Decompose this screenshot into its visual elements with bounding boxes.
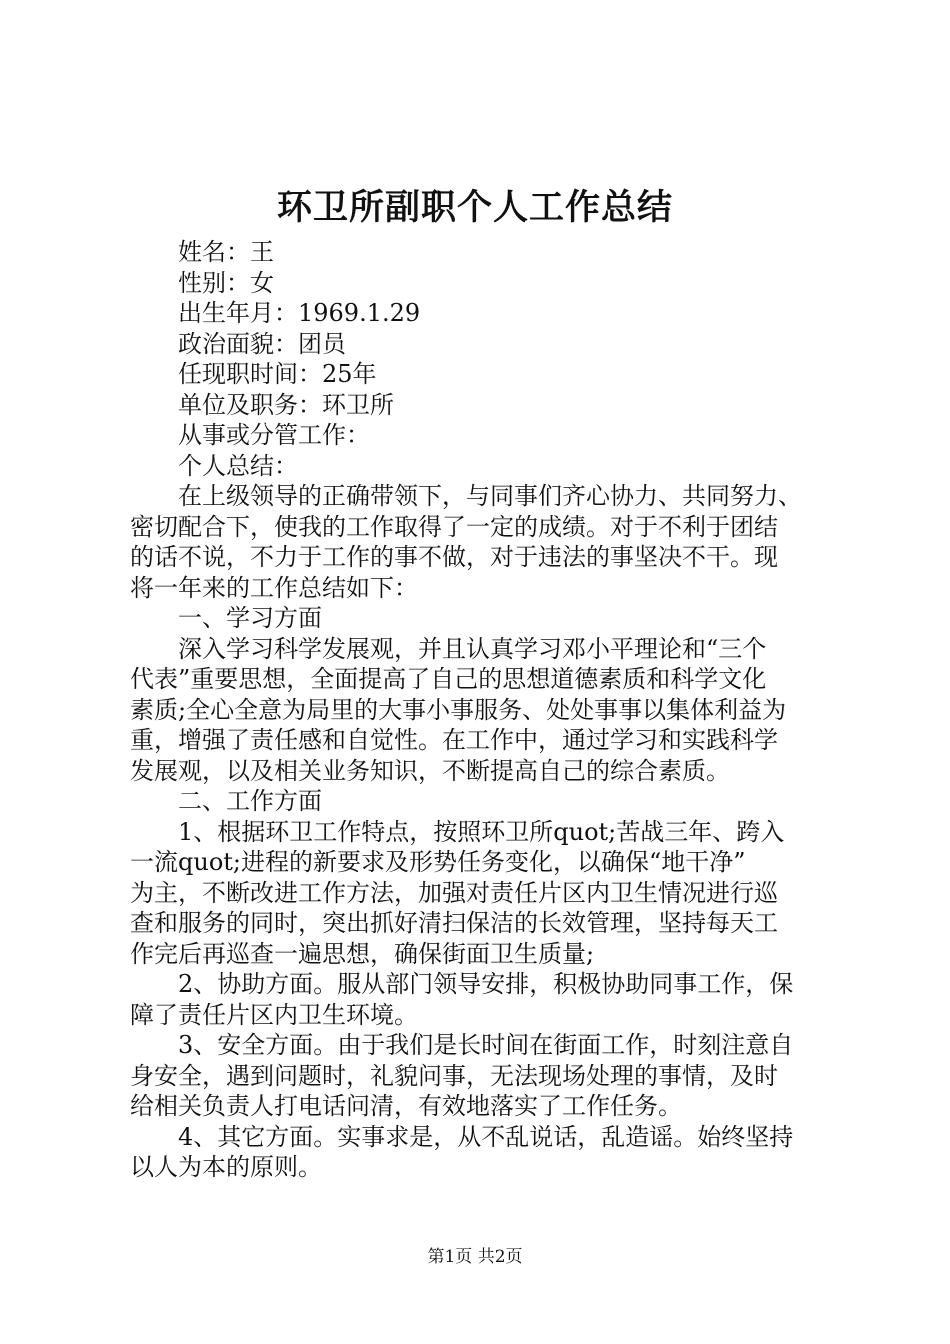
- section-heading-work: 二、工作方面: [178, 787, 322, 815]
- item3-line: 3、安全方面。由于我们是长时间在街面工作，时刻注意自: [178, 1031, 794, 1059]
- item2-line: 障了责任片区内卫生环境。: [130, 1000, 418, 1029]
- item3-line: 身安全，遇到问题时，礼貌问事，无法现场处理的事情，及时: [130, 1061, 778, 1090]
- section1-line: 重，增强了责任感和自觉性。在工作中，通过学习和实践科学: [130, 726, 778, 754]
- document-title: 环卫所副职个人工作总结: [276, 187, 673, 228]
- field-political-status: 政治面貌：团员: [178, 329, 346, 358]
- item1-line: 查和服务的同时，突出抓好清扫保洁的长效管理，坚持每天工: [130, 909, 778, 937]
- document-body: [130, 237, 835, 1183]
- intro-line: 将一年来的工作总结如下：: [130, 573, 418, 602]
- field-tenure: 任现职时间：25年: [178, 360, 377, 388]
- section-heading-study: 一、学习方面: [178, 604, 322, 632]
- field-birthdate: 出生年月：1969.1.29: [178, 299, 421, 327]
- page-footer: 第1页 共2页: [427, 1247, 523, 1267]
- item3-line: 给相关负责人打电话问清，有效地落实了工作任务。: [130, 1092, 682, 1120]
- item2-line: 2、协助方面。服从部门领导安排，积极协助同事工作，保: [178, 970, 794, 998]
- item1-line: 一流quot;进程的新要求及形势任务变化，以确保“地干净”: [130, 848, 746, 876]
- item1-line: 1、根据环卫工作特点，按照环卫所quot;苦战三年、跨入: [178, 817, 785, 846]
- section1-line: 代表”重要思想，全面提高了自己的思想道德素质和科学文化: [130, 665, 767, 693]
- item4-line: 4、其它方面。实事求是，从不乱说话，乱造谣。始终坚持: [178, 1122, 794, 1151]
- intro-line: 的话不说，不力于工作的事不做，对于违法的事坚决不干。现: [130, 543, 778, 571]
- section1-line: 深入学习科学发展观，并且认真学习邓小平理论和“三个: [178, 634, 767, 663]
- field-responsibility: 从事或分管工作：: [178, 421, 370, 449]
- field-summary-label: 个人总结：: [178, 451, 298, 480]
- item4-line: 以人为本的原则。: [130, 1153, 322, 1181]
- field-unit-position: 单位及职务：环卫所: [178, 390, 394, 419]
- intro-line: 在上级领导的正确带领下，与同事们齐心协力、共同努力、: [178, 482, 802, 510]
- section1-line: 发展观，以及相关业务知识，不断提高自己的综合素质。: [130, 756, 730, 785]
- field-gender: 性别：女: [178, 268, 274, 297]
- section1-line: 素质;全心全意为局里的大事小事服务、处处事事以集体利益为: [130, 695, 787, 724]
- item1-line: 作完后再巡查一遍思想，确保街面卫生质量;: [130, 939, 595, 968]
- field-name: 姓名：王: [178, 238, 274, 266]
- intro-line: 密切配合下，使我的工作取得了一定的成绩。对于不利于团结: [130, 512, 778, 541]
- item1-line: 为主，不断改进工作方法，加强对责任片区内卫生情况进行巡: [130, 878, 778, 907]
